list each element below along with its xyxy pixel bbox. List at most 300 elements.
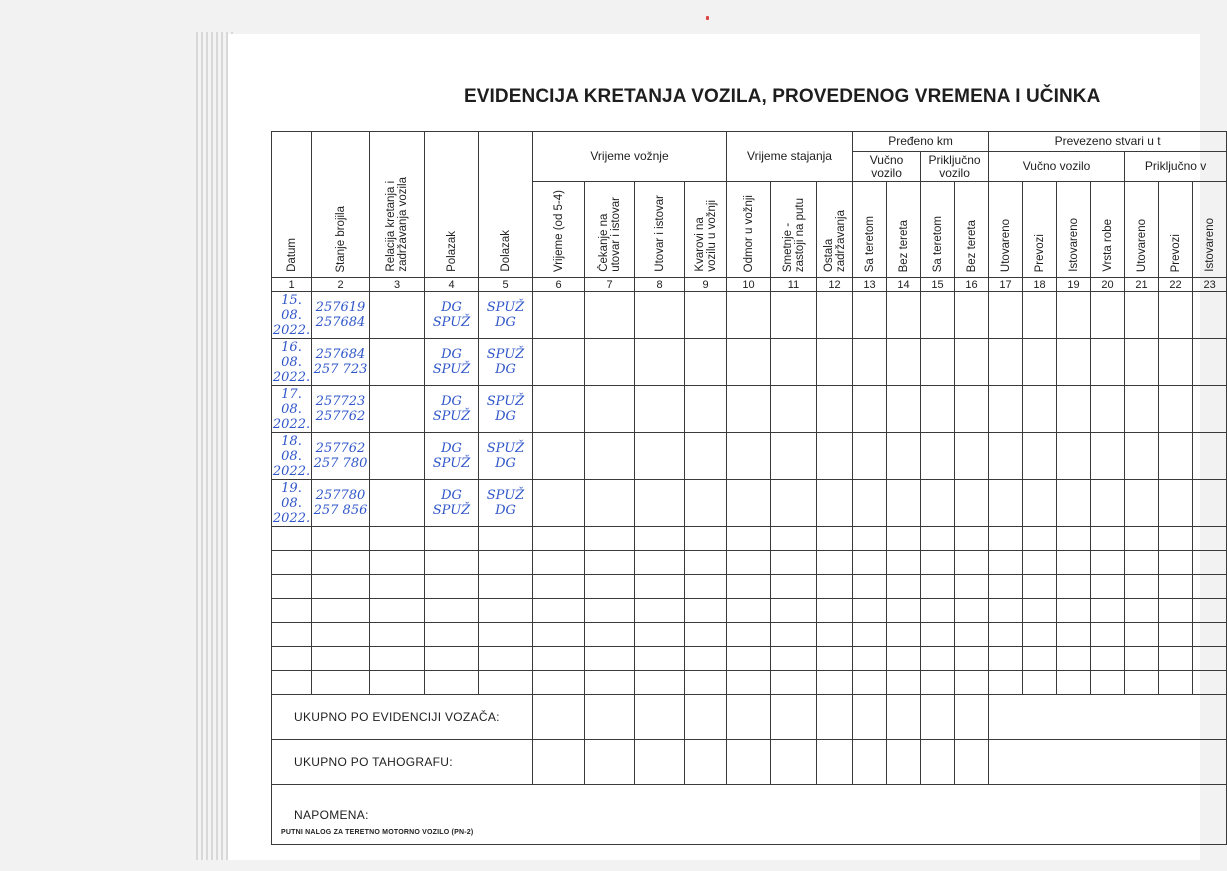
entry-empty-cell [1057, 480, 1091, 527]
empty-cell [771, 551, 817, 575]
entry-empty-cell [585, 433, 635, 480]
entry-empty-cell [635, 292, 685, 339]
entry-empty-cell [727, 339, 771, 386]
entry-empty-cell [1193, 386, 1227, 433]
column-header-18-label: Prevozi [1033, 233, 1046, 272]
empty-cell [989, 551, 1023, 575]
column-header-12-label: Ostala zadržavanja [822, 209, 847, 272]
table-row [272, 386, 1227, 433]
entry-counter: 257723 257762 [312, 386, 370, 433]
empty-cell [1159, 623, 1193, 647]
empty-cell [1125, 623, 1159, 647]
empty-cell [479, 671, 533, 695]
empty-cell [817, 671, 853, 695]
empty-cell [1159, 527, 1193, 551]
empty-cell [1023, 551, 1057, 575]
total-tachograph-cell [853, 740, 887, 785]
entry-empty-cell [1125, 480, 1159, 527]
column-number-17: 17 [989, 278, 1023, 292]
column-header-12 [817, 182, 853, 278]
empty-cell [955, 527, 989, 551]
entry-departure: DG SPUŽ [425, 480, 479, 527]
entry-empty-cell [989, 292, 1023, 339]
entry-empty-cell [887, 339, 921, 386]
empty-cell [272, 551, 312, 575]
column-header-17 [989, 182, 1023, 278]
empty-cell [635, 551, 685, 575]
empty-cell [989, 575, 1023, 599]
entry-route [370, 292, 425, 339]
entry-empty-cell [921, 433, 955, 480]
empty-cell [727, 551, 771, 575]
empty-cell [370, 551, 425, 575]
entry-empty-cell [1125, 292, 1159, 339]
column-number-14: 14 [887, 278, 921, 292]
empty-cell [635, 623, 685, 647]
ink-speck [706, 16, 709, 20]
empty-cell [635, 671, 685, 695]
empty-cell [727, 623, 771, 647]
empty-cell [921, 527, 955, 551]
empty-cell [1057, 671, 1091, 695]
empty-cell [887, 599, 921, 623]
empty-cell [853, 575, 887, 599]
entry-empty-cell [817, 433, 853, 480]
empty-cell [1091, 671, 1125, 695]
empty-cell [1193, 551, 1227, 575]
entry-empty-cell [817, 339, 853, 386]
empty-cell [1125, 599, 1159, 623]
entry-empty-cell [989, 480, 1023, 527]
column-header-10 [727, 182, 771, 278]
column-number-13: 13 [853, 278, 887, 292]
column-header-20 [1091, 182, 1125, 278]
empty-cell [887, 527, 921, 551]
entry-empty-cell [1125, 339, 1159, 386]
column-header-8 [635, 182, 685, 278]
empty-cell [1057, 647, 1091, 671]
empty-cell [312, 671, 370, 695]
entry-departure: DG SPUŽ [425, 292, 479, 339]
empty-cell [989, 599, 1023, 623]
entry-arrival: SPUŽ DG [479, 386, 533, 433]
empty-cell [585, 551, 635, 575]
empty-cell [817, 527, 853, 551]
column-header-15-label: Sa teretom [931, 215, 944, 272]
total-driver-cell [853, 695, 887, 740]
empty-cell [1091, 575, 1125, 599]
entry-empty-cell [585, 386, 635, 433]
column-number-10: 10 [727, 278, 771, 292]
empty-cell [989, 527, 1023, 551]
entry-empty-cell [1023, 480, 1057, 527]
empty-cell [685, 551, 727, 575]
empty-cell [1023, 527, 1057, 551]
empty-cell [727, 599, 771, 623]
empty-cell [887, 551, 921, 575]
empty-cell [853, 551, 887, 575]
entry-departure: DG SPUŽ [425, 339, 479, 386]
empty-cell [771, 527, 817, 551]
column-header-17-label: Utovareno [999, 218, 1012, 272]
empty-cell [921, 623, 955, 647]
column-header-13 [853, 182, 887, 278]
empty-cell [425, 599, 479, 623]
entry-empty-cell [1091, 433, 1125, 480]
empty-cell [1193, 575, 1227, 599]
column-number-5: 5 [479, 278, 533, 292]
column-number-8: 8 [635, 278, 685, 292]
table-row [272, 433, 1227, 480]
empty-cell [479, 599, 533, 623]
entry-empty-cell [1057, 292, 1091, 339]
note-label: NAPOMENA: [272, 785, 1227, 845]
entry-empty-cell [853, 433, 887, 480]
entry-date: 19. 08. 2022. [272, 480, 311, 526]
entry-empty-cell [727, 480, 771, 527]
total-tachograph-label: UKUPNO PO TAHOGRAFU: [272, 740, 533, 785]
entry-empty-cell [533, 480, 585, 527]
column-header-2 [312, 132, 370, 278]
entry-empty-cell [533, 386, 585, 433]
column-header-18 [1023, 182, 1057, 278]
empty-cell [425, 527, 479, 551]
empty-cell [312, 527, 370, 551]
total-driver-cell [989, 695, 1227, 740]
empty-cell [1193, 623, 1227, 647]
total-tachograph-row [272, 740, 1227, 785]
entry-empty-cell [585, 292, 635, 339]
column-header-4-label: Polazak [445, 231, 458, 272]
column-header-7-label: Čekanje na utovar i istovar [597, 197, 622, 272]
entry-arrival: SPUŽ DG [479, 433, 533, 480]
column-number-6: 6 [533, 278, 585, 292]
empty-cell [989, 647, 1023, 671]
empty-cell [771, 623, 817, 647]
entry-empty-cell [1091, 292, 1125, 339]
empty-cell [635, 527, 685, 551]
column-number-2: 2 [312, 278, 370, 292]
column-header-13-label: Sa teretom [863, 215, 876, 272]
entry-date: 17. 08. 2022. [272, 386, 311, 432]
empty-cell [685, 671, 727, 695]
column-header-14-label: Bez tereta [897, 219, 910, 272]
column-header-16-label: Bez tereta [965, 219, 978, 272]
empty-cell [1023, 599, 1057, 623]
column-number-7: 7 [585, 278, 635, 292]
header-row-1 [272, 132, 1227, 152]
empty-cell [989, 623, 1023, 647]
subgroup-header-vucno-km: Vučno vozilo [853, 152, 921, 182]
column-header-9 [685, 182, 727, 278]
entry-route [370, 339, 425, 386]
entry-empty-cell [989, 433, 1023, 480]
empty-cell [1091, 551, 1125, 575]
entry-date: 16. 08. 2022. [272, 339, 311, 385]
column-header-20-label: Vrsta robe [1101, 219, 1114, 272]
total-driver-label: UKUPNO PO EVIDENCIJI VOZAČA: [272, 695, 533, 740]
entry-empty-cell [1023, 292, 1057, 339]
column-header-11-label: Smetnje - zastoji na putu [781, 197, 806, 272]
entry-empty-cell [1193, 292, 1227, 339]
entry-date: 15. 08. 2022. [272, 292, 311, 338]
entry-empty-cell [887, 433, 921, 480]
empty-cell [370, 527, 425, 551]
empty-cell [1091, 647, 1125, 671]
entry-empty-cell [887, 292, 921, 339]
entry-empty-cell [853, 480, 887, 527]
entry-empty-cell [771, 480, 817, 527]
table-row [272, 527, 1227, 551]
empty-cell [727, 575, 771, 599]
empty-cell [955, 575, 989, 599]
column-header-8-label: Utovar i istovar [653, 195, 666, 272]
entry-empty-cell [635, 386, 685, 433]
total-tachograph-cell [989, 740, 1227, 785]
entry-empty-cell [1091, 339, 1125, 386]
total-driver-cell [921, 695, 955, 740]
empty-cell [921, 551, 955, 575]
entry-empty-cell [771, 339, 817, 386]
empty-cell [771, 575, 817, 599]
entry-empty-cell [585, 339, 635, 386]
column-header-4 [425, 132, 479, 278]
empty-cell [1125, 551, 1159, 575]
total-driver-cell [635, 695, 685, 740]
column-header-5-label: Dolazak [499, 230, 512, 272]
empty-cell [1159, 671, 1193, 695]
column-number-18: 18 [1023, 278, 1057, 292]
empty-cell [312, 575, 370, 599]
empty-cell [727, 671, 771, 695]
empty-cell [533, 551, 585, 575]
column-number-20: 20 [1091, 278, 1125, 292]
column-number-1: 1 [272, 278, 312, 292]
empty-cell [921, 599, 955, 623]
entry-empty-cell [771, 292, 817, 339]
column-number-21: 21 [1125, 278, 1159, 292]
entry-arrival: SPUŽ DG [479, 292, 533, 339]
empty-cell [1057, 599, 1091, 623]
entry-empty-cell [1193, 480, 1227, 527]
empty-cell [1023, 623, 1057, 647]
entry-empty-cell [727, 292, 771, 339]
empty-cell [272, 671, 312, 695]
empty-cell [853, 527, 887, 551]
empty-cell [370, 671, 425, 695]
total-driver-cell [727, 695, 771, 740]
form-title: EVIDENCIJA KRETANJA VOZILA, PROVEDENOG VREMENA I UČINKA [464, 86, 1101, 107]
entry-counter: 257780 257 856 [312, 480, 370, 527]
column-number-11: 11 [771, 278, 817, 292]
table-row [272, 575, 1227, 599]
empty-cell [817, 623, 853, 647]
empty-cell [1193, 599, 1227, 623]
empty-cell [585, 671, 635, 695]
empty-cell [533, 623, 585, 647]
total-tachograph-cell [533, 740, 585, 785]
column-header-5 [479, 132, 533, 278]
empty-cell [955, 671, 989, 695]
empty-cell [817, 599, 853, 623]
empty-cell [312, 551, 370, 575]
entry-empty-cell [1159, 292, 1193, 339]
empty-cell [887, 647, 921, 671]
entry-empty-cell [635, 480, 685, 527]
column-header-11 [771, 182, 817, 278]
entry-empty-cell [1159, 480, 1193, 527]
table-row [272, 671, 1227, 695]
entry-counter: 257684 257 723 [312, 339, 370, 386]
entry-empty-cell [1193, 433, 1227, 480]
column-header-6-label: Vrijeme (od 5-4) [552, 189, 565, 272]
empty-cell [1057, 575, 1091, 599]
empty-cell [1057, 551, 1091, 575]
empty-cell [479, 527, 533, 551]
total-tachograph-cell [727, 740, 771, 785]
entry-empty-cell [921, 339, 955, 386]
subgroup-header-vucno-t: Vučno vozilo [989, 152, 1125, 182]
entry-empty-cell [1057, 433, 1091, 480]
column-number-19: 19 [1057, 278, 1091, 292]
empty-cell [585, 527, 635, 551]
column-number-4: 4 [425, 278, 479, 292]
entry-arrival: SPUŽ DG [479, 480, 533, 527]
entry-empty-cell [1091, 386, 1125, 433]
column-header-3-label: Relacija kretanja i zadržavanja vozila [385, 177, 409, 272]
vehicle-log-table [271, 131, 1227, 845]
total-tachograph-cell [685, 740, 727, 785]
empty-cell [370, 599, 425, 623]
empty-cell [921, 671, 955, 695]
empty-cell [685, 599, 727, 623]
column-header-19-label: Istovareno [1067, 218, 1080, 272]
column-header-10-label: Odmor u vožnji [742, 194, 755, 272]
empty-cell [1159, 599, 1193, 623]
entry-empty-cell [921, 480, 955, 527]
column-header-21 [1125, 182, 1159, 278]
total-driver-cell [533, 695, 585, 740]
entry-empty-cell [771, 433, 817, 480]
entry-empty-cell [955, 480, 989, 527]
empty-cell [479, 623, 533, 647]
empty-cell [272, 599, 312, 623]
column-header-9-label: Kvarovi na vozilu u vožnji [693, 200, 718, 272]
entry-empty-cell [989, 339, 1023, 386]
empty-cell [1159, 575, 1193, 599]
column-header-22-label: Prevozi [1169, 233, 1182, 272]
entry-counter: 257619 257684 [312, 292, 370, 339]
empty-cell [1125, 647, 1159, 671]
column-number-3: 3 [370, 278, 425, 292]
column-header-6 [533, 182, 585, 278]
empty-cell [533, 647, 585, 671]
total-driver-row [272, 695, 1227, 740]
subgroup-header-prikljucno-t: Priključno v [1125, 152, 1227, 182]
entry-empty-cell [853, 386, 887, 433]
entry-departure: DG SPUŽ [425, 386, 479, 433]
table-row [272, 599, 1227, 623]
total-tachograph-cell [585, 740, 635, 785]
empty-cell [989, 671, 1023, 695]
entry-empty-cell [1057, 339, 1091, 386]
column-header-23 [1193, 182, 1227, 278]
empty-cell [955, 599, 989, 623]
empty-cell [585, 575, 635, 599]
empty-cell [585, 647, 635, 671]
total-driver-cell [685, 695, 727, 740]
column-header-15 [921, 182, 955, 278]
empty-cell [1193, 671, 1227, 695]
empty-cell [955, 647, 989, 671]
entry-empty-cell [887, 480, 921, 527]
entry-empty-cell [1091, 480, 1125, 527]
entry-empty-cell [1057, 386, 1091, 433]
column-header-3 [370, 132, 425, 278]
empty-cell [1023, 671, 1057, 695]
empty-cell [727, 647, 771, 671]
column-number-12: 12 [817, 278, 853, 292]
entry-empty-cell [1159, 339, 1193, 386]
column-number-9: 9 [685, 278, 727, 292]
entry-empty-cell [685, 433, 727, 480]
entry-route [370, 386, 425, 433]
empty-cell [1091, 623, 1125, 647]
empty-cell [635, 599, 685, 623]
empty-cell [853, 599, 887, 623]
column-header-2-label: Stanje brojila [334, 205, 347, 272]
empty-cell [272, 623, 312, 647]
empty-cell [887, 671, 921, 695]
table-row [272, 647, 1227, 671]
empty-cell [817, 647, 853, 671]
column-header-1 [272, 132, 312, 278]
empty-cell [921, 647, 955, 671]
empty-cell [685, 647, 727, 671]
empty-cell [685, 623, 727, 647]
total-driver-cell [771, 695, 817, 740]
empty-cell [635, 647, 685, 671]
entry-empty-cell [1193, 339, 1227, 386]
empty-cell [533, 671, 585, 695]
empty-cell [771, 647, 817, 671]
empty-cell [425, 647, 479, 671]
total-driver-cell [955, 695, 989, 740]
empty-cell [370, 623, 425, 647]
column-header-21-label: Utovareno [1135, 218, 1148, 272]
entry-empty-cell [817, 292, 853, 339]
empty-cell [312, 647, 370, 671]
empty-cell [425, 575, 479, 599]
empty-cell [887, 623, 921, 647]
entry-empty-cell [585, 480, 635, 527]
empty-cell [685, 575, 727, 599]
column-header-19 [1057, 182, 1091, 278]
empty-cell [585, 599, 635, 623]
entry-empty-cell [727, 433, 771, 480]
empty-cell [585, 623, 635, 647]
empty-cell [1159, 551, 1193, 575]
total-driver-cell [887, 695, 921, 740]
empty-cell [1125, 575, 1159, 599]
total-tachograph-cell [771, 740, 817, 785]
empty-cell [635, 575, 685, 599]
table-row [272, 623, 1227, 647]
form-footer: PUTNI NALOG ZA TERETNO MOTORNO VOZILO (PN-2) [281, 829, 474, 836]
empty-cell [425, 671, 479, 695]
group-header-vrijeme-voznje: Vrijeme vožnje [533, 132, 727, 182]
empty-cell [479, 551, 533, 575]
